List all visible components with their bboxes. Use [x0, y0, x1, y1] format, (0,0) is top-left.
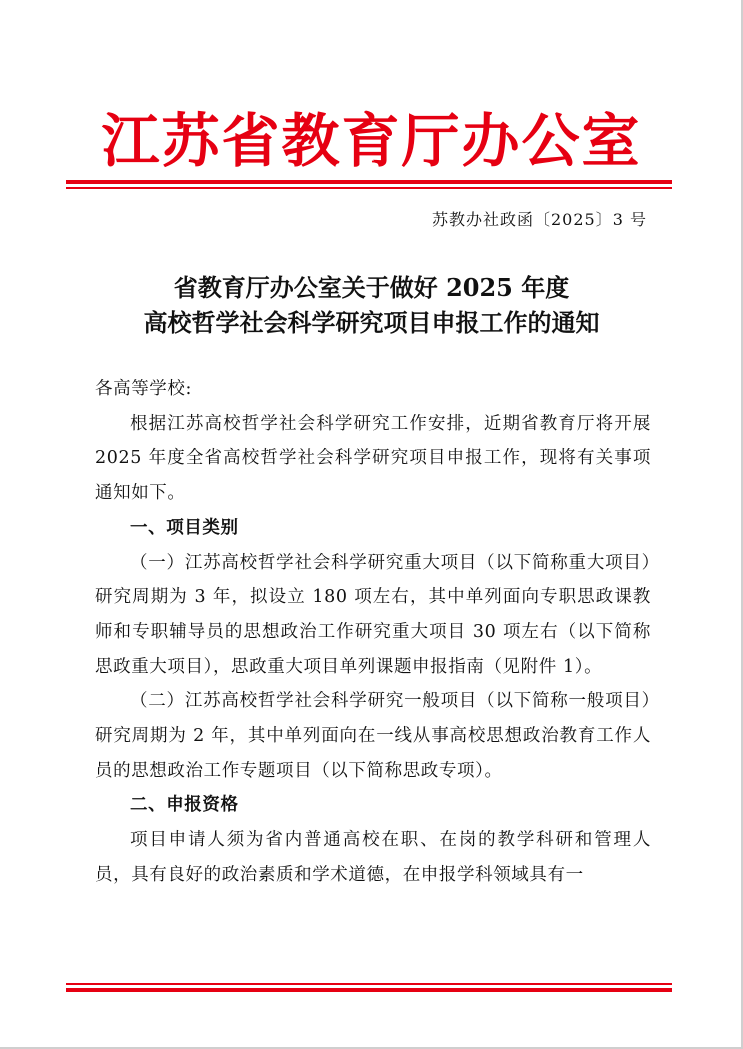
section-heading-project-categories: 一、项目类别 [130, 517, 239, 538]
paragraph-major-projects: （一）江苏高校哲学社会科学研究重大项目（以下简称重大项目）研究周期为 3 年，拟设立 180 项左右，其中单列面向专职思政课教师和专职辅导员的思想政治工作研究重大项目 30 项左右（以下简称思政重大项目），思政重大项目单列课题申报指南（见附件 1）。 [95, 552, 651, 677]
paragraph-general-projects: （二）江苏高校哲学社会科学研究一般项目（以下简称一般项目）研究周期为 2 年，其中单列面向在一线从事高校思想政治教育工作人员的思想政治工作专题项目（以下简称思政专项）。 [95, 691, 651, 781]
header-rule-thin [66, 187, 672, 189]
salutation: 各高等学校: [95, 379, 192, 399]
document-body [95, 372, 651, 893]
footer-rule-thin [66, 983, 672, 985]
document-title-line-1: 省教育厅办公室关于做好 2025 年度 [173, 273, 570, 302]
document-number: 苏教办社政函〔2025〕3 号 [432, 210, 647, 229]
document-title-line-2: 高校哲学社会科学研究项目申报工作的通知 [143, 308, 600, 337]
paragraph-eligibility: 项目申请人须为省内普通高校在职、在岗的教学科研和管理人员，具有良好的政治素质和学术道德，在申报学科领域具有一 [95, 830, 651, 885]
footer-rule-thick [66, 988, 672, 992]
intro-paragraph: 根据江苏高校哲学社会科学研究工作安排，近期省教育厅将开展 2025 年度全省高校哲学社会科学研究项目申报工作，现将有关事项通知如下。 [95, 413, 651, 504]
document-header-office-name: 江苏省教育厅办公室 [101, 107, 642, 175]
header-rule-thick [66, 180, 672, 184]
section-heading-eligibility: 二、申报资格 [130, 795, 239, 816]
